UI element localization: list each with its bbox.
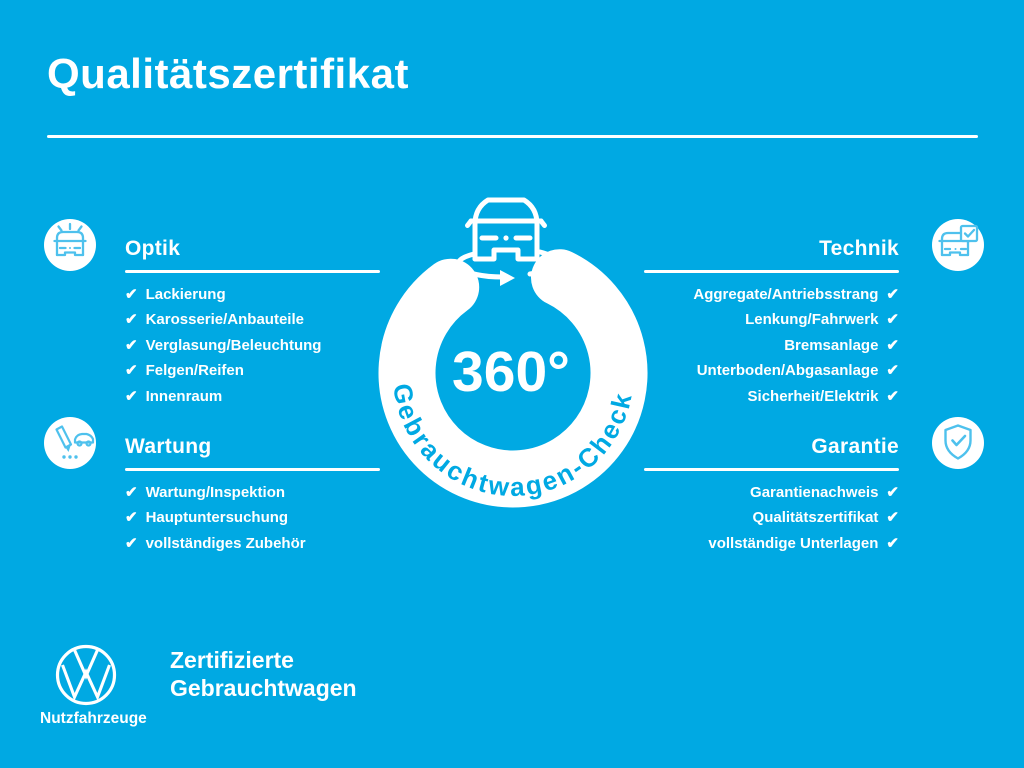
check-icon: ✔ (886, 285, 899, 303)
van-rotation-icon (458, 200, 556, 286)
pen-car-icon (44, 417, 96, 469)
section-divider (125, 468, 380, 471)
title-divider (47, 135, 978, 138)
ring-curved-label: Gebrauchtwagen-Check (387, 381, 639, 503)
check-icon: ✔ (886, 387, 899, 405)
check-icon: ✔ (125, 336, 138, 354)
section-garantie-title: Garantie (811, 435, 899, 458)
check-icon: ✔ (886, 509, 899, 526)
page-title: Qualitätszertifikat (47, 50, 409, 97)
list-item: Garantienachweis ✔ (644, 480, 899, 506)
check-icon: ✔ (125, 534, 138, 552)
list-item: Bremsanlage ✔ (644, 333, 899, 359)
section-technik (644, 236, 899, 409)
degrees-label: 360° (452, 340, 570, 404)
section-wartung (125, 434, 380, 556)
list-item: ✔ Wartung/Inspektion (125, 480, 380, 506)
check-icon: ✔ (886, 311, 899, 328)
check-icon: ✔ (886, 362, 899, 379)
list-item: ✔ Lackierung (125, 282, 380, 308)
section-divider (644, 468, 899, 471)
check-icon: ✔ (125, 285, 138, 303)
list-item: ✔ Innenraum (125, 384, 380, 410)
list-item: vollständige Unterlagen ✔ (644, 531, 899, 557)
list-item: ✔ vollständiges Zubehör (125, 531, 380, 557)
van-sparkle-icon (44, 219, 96, 271)
section-wartung-title: Wartung (125, 435, 212, 458)
check-icon: ✔ (886, 483, 899, 501)
section-divider (125, 270, 380, 273)
vw-logo (54, 643, 118, 707)
list-item: ✔ Hauptuntersuchung (125, 505, 380, 531)
brand-claim-line1: Zertifizierte (170, 647, 294, 673)
brand-claim-line2: Gebrauchtwagen (170, 674, 357, 701)
brand-claim (170, 647, 357, 702)
section-divider (644, 270, 899, 273)
section-optik-title: Optik (125, 237, 181, 260)
check-icon: ✔ (125, 362, 138, 379)
check-icon: ✔ (125, 387, 138, 405)
list-item: ✔ Karosserie/Anbauteile (125, 307, 380, 333)
360-check-ring (363, 185, 663, 515)
check-icon: ✔ (125, 311, 138, 328)
check-icon: ✔ (125, 509, 138, 526)
van-checkbox-icon (932, 219, 984, 271)
section-garantie (644, 434, 899, 556)
section-technik-title: Technik (819, 237, 899, 260)
logo-caption: Nutzfahrzeuge (40, 710, 147, 727)
check-icon: ✔ (886, 534, 899, 552)
list-item: Aggregate/Antriebsstrang ✔ (644, 282, 899, 308)
list-item: Lenkung/Fahrwerk ✔ (644, 307, 899, 333)
shield-check-icon (932, 417, 984, 469)
list-item: Qualitätszertifikat ✔ (644, 505, 899, 531)
check-icon: ✔ (125, 483, 138, 501)
check-icon: ✔ (886, 336, 899, 354)
list-item: Sicherheit/Elektrik ✔ (644, 384, 899, 410)
list-item: ✔ Verglasung/Beleuchtung (125, 333, 380, 359)
section-optik (125, 236, 380, 409)
list-item: ✔ Felgen/Reifen (125, 358, 380, 384)
list-item: Unterboden/Abgasanlage ✔ (644, 358, 899, 384)
